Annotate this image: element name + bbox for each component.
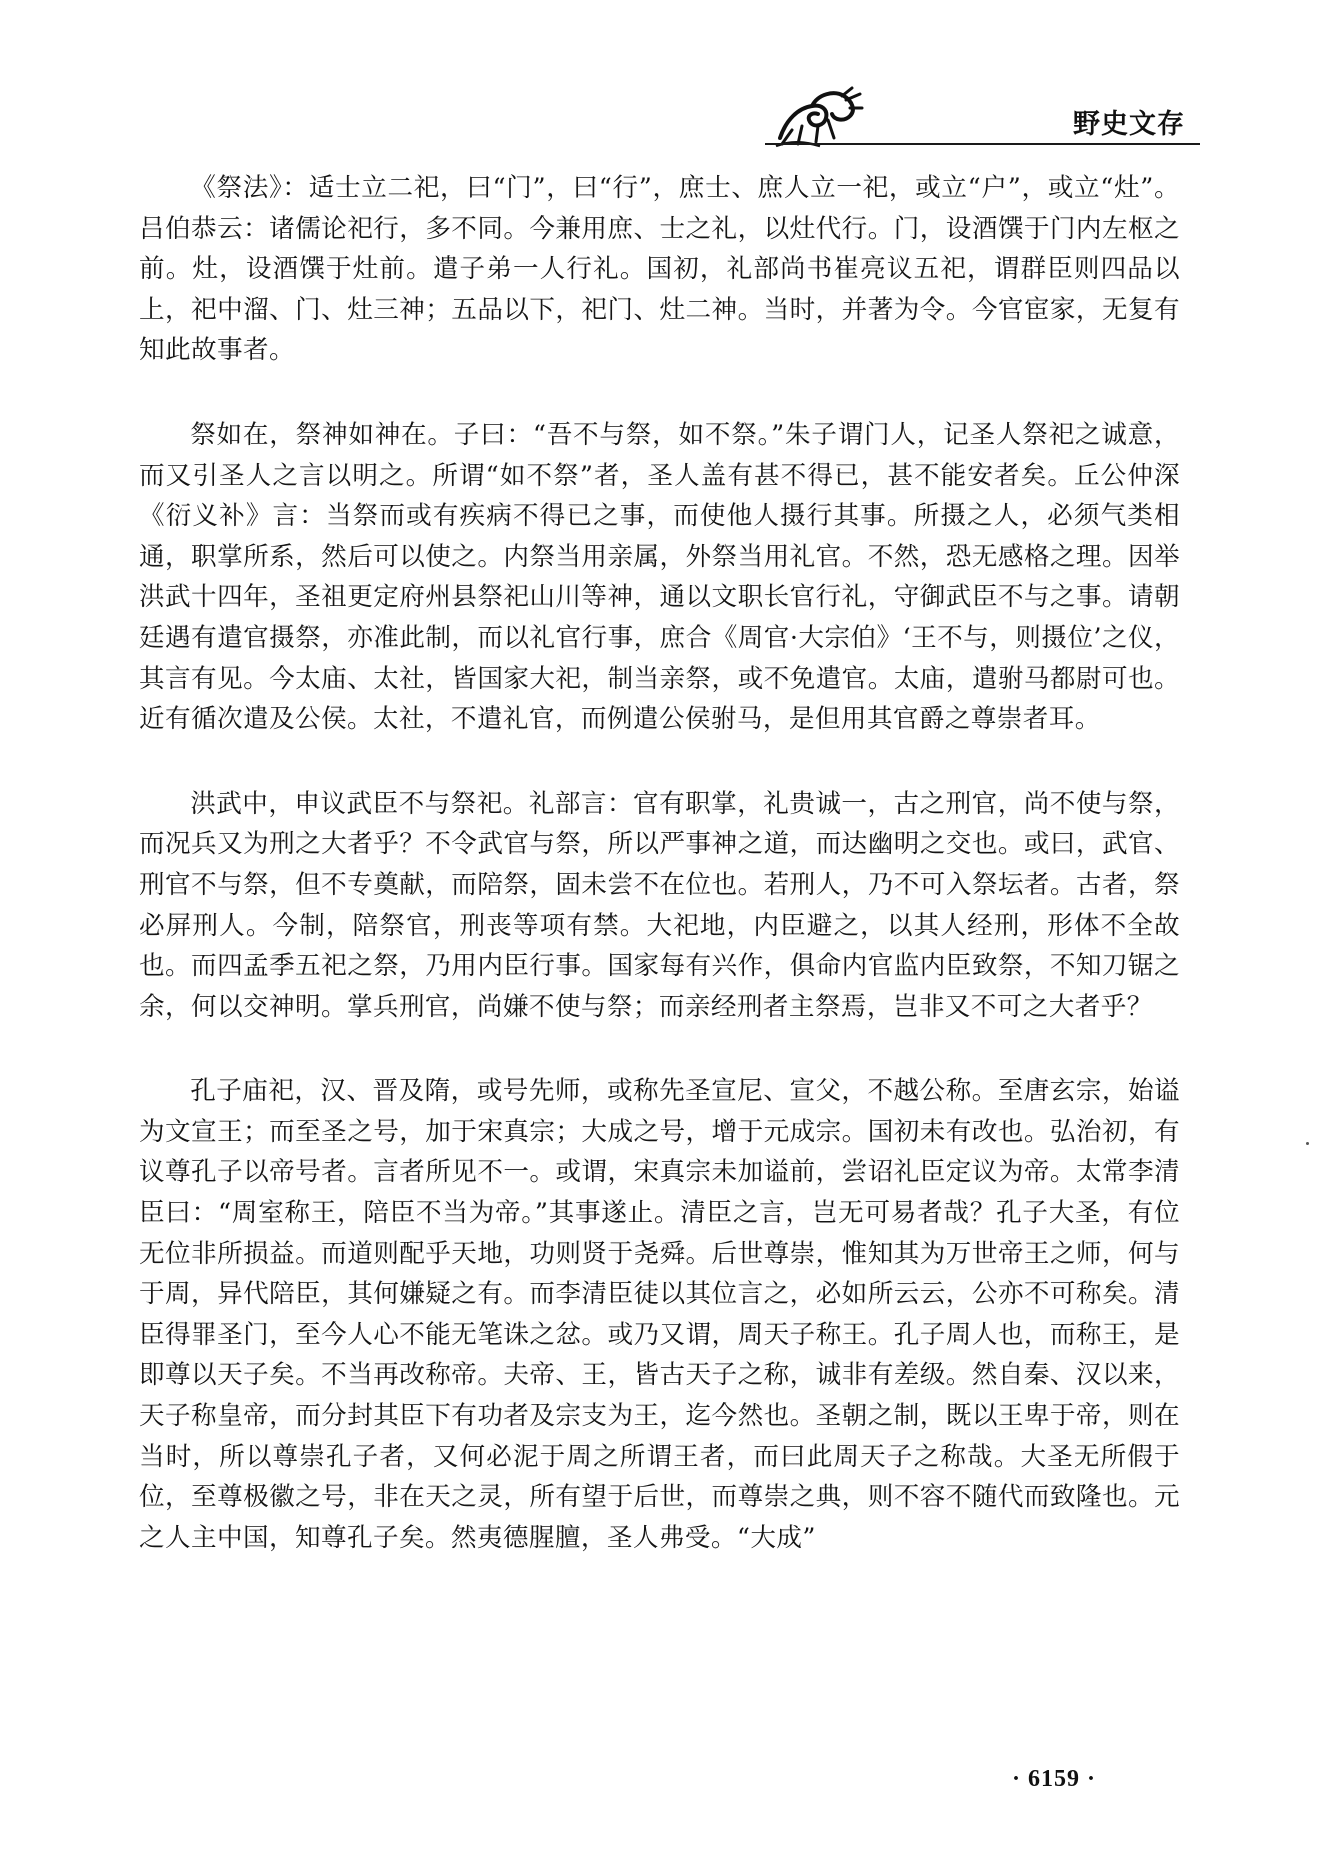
series-title: 野史文存: [1073, 109, 1185, 140]
body-text: [139, 168, 1180, 1602]
page-number: · 6159 ·: [1012, 1766, 1097, 1792]
paragraph: 洪武中，申议武臣不与祭祀。礼部言：官有职掌，礼贵诚一，古之刑官，尚不使与祭，而况兵又为刑之大者乎？不令武官与祭，所以严事神之道，而达幽明之交也。或曰，武官、刑官不与祭，但不专奠献，而陪祭，固未尝不在位也。若刑人，乃不可入祭坛者。古者，祭必屏刑人。今制，陪祭官，刑丧等项有禁。大祀地，内臣避之，以其人经刑，形体不全故也。而四孟季五祀之祭，乃用内臣行事。国家每有兴作，俱命内官监内臣致祭，不知刀锯之余，何以交神明。掌兵刑官，尚嫌不使与祭；而亲经刑者主祭焉，岂非又不可之大者乎？: [139, 788, 1180, 1022]
dragon-emblem-icon: [772, 86, 864, 148]
header-rule: [765, 143, 1200, 145]
paragraph: 祭如在，祭神如神在。子曰：“吾不与祭，如不祭。”朱子谓门人，记圣人祭祀之诚意，而又引圣人之言以明之。所谓“如不祭”者，圣人盖有甚不得已，甚不能安者矣。丘公仲深《衍义补》言：当祭而或有疾病不得已之事，而使他人摄行其事。所摄之人，必须气类相通，职掌所系，然后可以使之。内祭当用亲属，外祭当用礼官。不然，恐无感格之理。因举洪武十四年，圣祖更定府州县祭祀山川等神，通以文职长官行礼，守御武臣不与之事。请朝廷遇有遣官摄祭，亦准此制，而以礼官行事，庶合《周官·大宗伯》‘王不与，则摄位’之仪，其言有见。今太庙、太社，皆国家大祀，制当亲祭，或不免遣官。太庙，遣驸马都尉可也。近有循次遣及公侯。太社，不遣礼官，而例遣公侯驸马，是但用其官爵之尊崇者耳。: [139, 419, 1180, 735]
paragraph: 《祭法》：适士立二祀，曰“门”，曰“行”，庶士、庶人立一祀，或立“户”，或立“灶”。吕伯恭云：诸儒论祀行，多不同。今兼用庶、士之礼，以灶代行。门，设酒馔于门内左枢之前。灶，设酒馔于灶前。遣子弟一人行礼。国初，礼部尚书崔亮议五祀，谓群臣则四品以上，祀中溜、门、灶三神；五品以下，祀门、灶二神。当时，并著为令。今官宦家，无复有知此故事者。: [139, 173, 1180, 366]
paragraph: 孔子庙祀，汉、晋及隋，或号先师，或称先圣宣尼、宣父，不越公称。至唐玄宗，始谥为文宣王；而至圣之号，加于宋真宗；大成之号，增于元成宗。国初未有改也。弘治初，有议尊孔子以帝号者。言者所见不一。或谓，宋真宗未加谥前，尝诏礼臣定议为帝。太常李清臣曰：“周室称王，陪臣不当为帝。”其事遂止。清臣之言，岂无可易者哉？孔子大圣，有位无位非所损益。而道则配乎天地，功则贤于尧舜。后世尊崇，惟知其为万世帝王之师，何与于周，异代陪臣，其何嫌疑之有。而李清臣徒以其位言之，必如所云云，公亦不可称矣。清臣得罪圣门，至今人心不能无笔诛之忿。或乃又谓，周天子称王。孔子周人也，而称王，是即尊以天子矣。不当再改称帝。夫帝、王，皆古天子之称，诚非有差级。然自秦、汉以来，天子称皇帝，而分封其臣下有功者及宗支为王，迄今然也。圣朝之制，既以王卑于帝，则在当时，所以尊崇孔子者，又何必泥于周之所谓王者，而曰此周天子之称哉。大圣无所假于位，至尊极徽之号，非在天之灵，所有望于后世，而尊崇之典，则不容不随代而致隆也。元之人主中国，知尊孔子矣。然夷德腥膻，圣人弗受。“大成”: [139, 1076, 1180, 1553]
page-header: [0, 0, 1322, 150]
scan-speck: [1306, 1142, 1309, 1145]
